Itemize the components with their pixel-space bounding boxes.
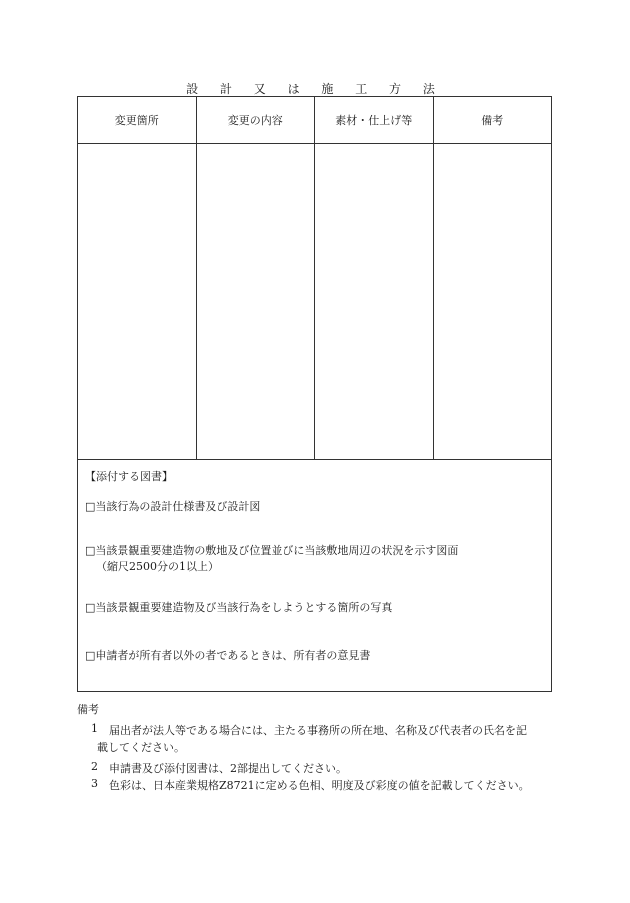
header-change-location: 変更箇所 xyxy=(78,97,197,143)
table-header-row xyxy=(78,97,551,144)
attachment-item-site-map-scale: （縮尺2500分の1以上） xyxy=(96,560,219,573)
attachments-title: 【添付する図書】 xyxy=(85,470,173,483)
header-remarks: 備考 xyxy=(481,114,504,127)
form-title: 設 計 又 は 施 工 方 法 xyxy=(186,82,444,96)
note-text: 申請書及び添付図書は、2部提出してください。 xyxy=(109,762,347,775)
attachment-item-owner-opinion: □申請者が所有者以外の者であるときは、所有者の意見書 xyxy=(85,649,371,662)
table-body-row xyxy=(78,143,551,460)
cell-material-finish[interactable] xyxy=(315,143,434,459)
attachments-section xyxy=(78,459,551,691)
notes-title: 備考 xyxy=(77,703,99,716)
attachment-item-site-map: □当該景観重要建造物の敷地及び位置並びに当該敷地周辺の状況を示す図面 xyxy=(85,544,459,557)
cell-change-location[interactable] xyxy=(78,143,197,459)
header-material-finish: 素材・仕上げ等 xyxy=(315,97,434,143)
design-construction-table xyxy=(77,96,552,692)
cell-remarks[interactable] xyxy=(434,143,552,459)
note-text: 色彩は、日本産業規格Z8721に定める色相、明度及び彩度の値を記載してください。 xyxy=(109,779,530,792)
note-text: 届出者が法人等である場合には、主たる事務所の所在地、名称及び代表者の氏名を記 xyxy=(109,724,527,737)
attachment-item-design-spec: □当該行為の設計仕様書及び設計図 xyxy=(85,500,261,513)
note-number: 1 xyxy=(91,722,98,735)
note-number: 2 xyxy=(91,760,98,773)
cell-change-content[interactable] xyxy=(197,143,316,459)
header-change-content: 変更の内容 xyxy=(197,97,316,143)
note-text-continued: 載してください。 xyxy=(97,741,185,754)
note-number: 3 xyxy=(91,777,98,790)
attachment-item-photos: □当該景観重要建造物及び当該行為をしようとする箇所の写真 xyxy=(85,601,393,614)
